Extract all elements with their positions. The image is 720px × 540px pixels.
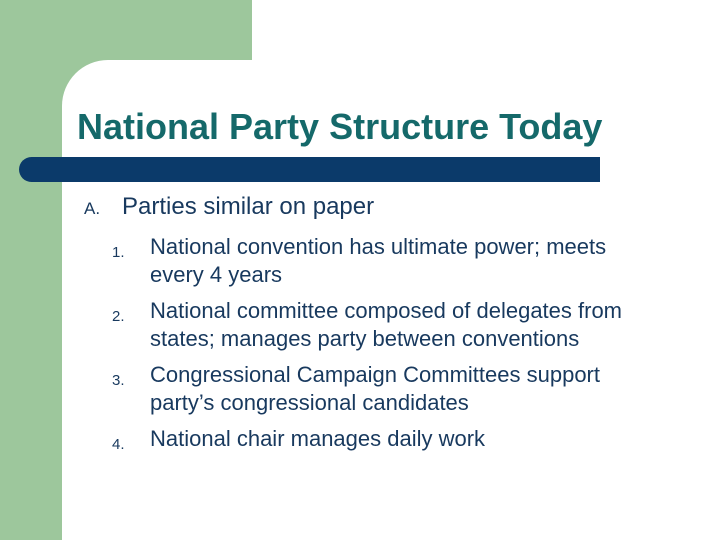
- list-item-text: Congressional Campaign Committees support party’s congressional candidates: [150, 362, 600, 415]
- list-item: [112, 297, 688, 353]
- section-heading: [84, 193, 374, 221]
- list-item-number: 1.: [112, 244, 125, 261]
- section-marker: A.: [84, 199, 101, 218]
- list-item-number: 4.: [112, 436, 125, 453]
- list-item-text: National convention has ultimate power; meets every 4 years: [150, 234, 607, 287]
- list-item: [112, 233, 688, 289]
- list-item: [112, 361, 688, 417]
- list-item-number: 2.: [112, 308, 125, 325]
- numbered-list: [112, 233, 688, 467]
- list-item-text: National chair manages daily work: [150, 426, 486, 451]
- section-text: Parties similar on paper: [122, 193, 375, 220]
- slide-title: National Party Structure Today: [77, 106, 603, 147]
- list-item-text: National committee composed of delegates from states; manages party between conventions: [150, 298, 623, 351]
- list-item-number: 3.: [112, 372, 125, 389]
- title-divider-bar: [19, 157, 600, 182]
- list-item: [112, 425, 688, 459]
